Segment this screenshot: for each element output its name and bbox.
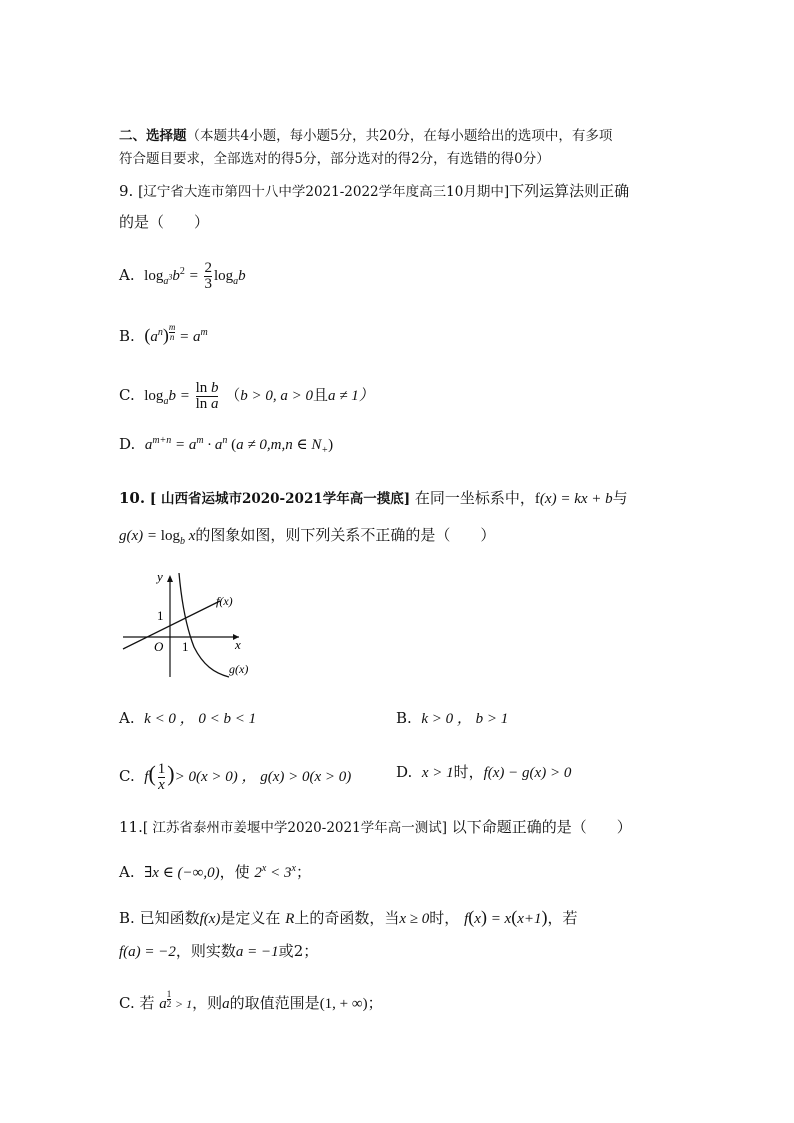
option-label: B. [396,709,412,727]
q9-stem-line2: 的是（ ） [119,213,210,231]
q11-b-cond: x ≥ 0 [399,911,430,927]
q11-stem [119,817,632,838]
q10-stem-mid: 在同一坐标系中， [414,489,535,507]
q11-option-c: C. 若 a $^{\frac{1}{2}}$ > 1，则a的取值范围是(1, + ∞)； [119,989,383,1012]
section-header-line1 [119,126,612,146]
q11-c-p1: 若 [139,993,155,1012]
g-curve [179,573,229,677]
option-label: B. [119,909,135,927]
q10-c-tail: > 0(x > 0) ， g(x) > 0(x > 0) [174,768,352,785]
q10-option-a [119,708,256,729]
f-line [123,601,220,649]
q11-option-b-line1: B. 已知函数f(x)是定义在 R上的奇函数，当x ≥ 0时， f(x) = x(x+1)，若 [119,907,578,927]
q11-b-p1: 已知函数 [139,909,200,927]
q10-stem-line1 [119,488,628,509]
q11-c-p5: (1, + ∞)； [319,995,383,1012]
q11-b-l2b: ，则实数 [175,942,236,960]
option-label: A. [119,863,135,881]
q10-option-b [396,708,508,729]
q11-b-l2a: f(a) = −2 [119,944,176,960]
option-label: D. [396,763,413,781]
q9-stem1: 下列运算法则正确 [509,182,630,200]
q10-g-def: $g(x) = \log_b x$ [119,528,196,547]
y-one-label: 1 [157,608,164,623]
section-title: 二、选择题 [119,128,187,144]
q11-option-a: A. ∃x ∈ (−∞,0)，使 $2^x < 3^x$； [119,863,311,881]
q10-graph [119,567,269,682]
q11-c-p4: 的取值范围是 [229,993,320,1012]
q9-c-cond-and: 且 [313,385,329,404]
q9-c-cond-post: a ≠ 1） [328,387,374,404]
q9-number: 9. [119,182,134,200]
y-label: y [157,569,163,584]
q10-d-text: f(x) − g(x) > 0 [483,765,572,781]
q10-stem-line2 [119,525,495,546]
option-label: A. [119,709,135,727]
q9-c-cond-pre: （ [225,385,241,404]
q9-option-b: B. $(a^n)$ $^{\frac{m}{n}}$ = $a^m$ [119,322,208,345]
q11-b-l2e: 2； [293,942,319,960]
origin-label: O [154,639,164,654]
q10-stem2: 的图象如图，则下列关系不正确的是（ ） [195,526,496,544]
q10-option-c: C. f( $\frac{1}{x}$ )> 0(x > 0) ， g(x) > 0(x > 0) [119,760,352,793]
q11-c-p3: a [222,995,230,1012]
q9-option-c: C. $\log_ab$ = $\frac{\text{ln b}}{\text{ln a}}$ （b > 0, a > 0且a ≠ 1） [119,380,374,412]
section-desc-2: 符合题目要求，全部选对的得5分，部分选对的得2分，有选错的得0分） [119,151,550,167]
option-label: C. [119,385,135,404]
q10-option-d [396,762,571,783]
option-label: C. [119,766,135,785]
q11-stem-text: 以下命题正确的是（ ） [451,818,632,836]
q9-c-cond-mid: b > 0, a > 0 [240,387,314,404]
q10-d-shi: 时， [453,763,484,781]
q9-stem-line1 [119,181,629,202]
option-label: A. [119,265,135,284]
q11-b-l2d: 或 [278,942,294,960]
q11-a-shi: ，使 [219,863,250,881]
q10-stem-yu: 与 [612,489,628,507]
y-axis-arrow [167,575,173,582]
f-label: f(x) [216,594,233,608]
q9-source: [辽宁省大连市第四十八中学2021-2022学年度高三10月期中] [138,184,510,200]
x-label: x [235,637,241,652]
q11-b-r: R [285,911,295,927]
option-label: C. [119,993,135,1012]
q11-c-p2: ，则 [192,993,223,1012]
q9-option-a: A. $\log_{a^3}b^2$ = $\frac{2}{3}$ $\log_ab$ [119,260,246,292]
q11-b-p4: 时， [429,909,460,927]
q11-b-p5: ，若 [547,909,578,927]
g-label: g(x) [229,662,249,676]
q10-number: 10. [119,489,146,507]
q10-f-def: f(x) = kx + b [534,491,613,507]
q10-d-pre: x > 1 [421,765,454,781]
option-label: D. [119,435,136,453]
q11-b-p3: 上的奇函数，当 [294,909,400,927]
q11-a-text: ∃x ∈ (−∞,0) [144,865,220,881]
q11-number: 11. [119,818,143,836]
q11-b-l2c: a = −1 [235,944,279,960]
q11-source: [ 江苏省泰州市姜堰中学2020-2021学年高一测试] [142,820,447,836]
q11-b-p2: 是定义在 [220,909,281,927]
q11-a-end: ； [295,863,311,881]
q10-source: [ 山西省运城市2020-2021学年高一摸底] [149,491,411,507]
section-desc-1: （本题共4小题，每小题5分，共20分，在每小题给出的选项中，有多项 [186,128,613,144]
q11-option-b-line2 [119,941,318,962]
q10-a-text: k < 0 ， 0 < b < 1 [144,711,257,727]
option-label: B. [119,326,135,345]
q10-b-text: k > 0 ， b > 1 [421,711,509,727]
q9-option-d: D. $a^{m+n} = a^m \cdot a^n$ (a ≠ 0,m,n ∈ $N_+$) [119,435,334,456]
x-one-label: 1 [182,639,189,654]
